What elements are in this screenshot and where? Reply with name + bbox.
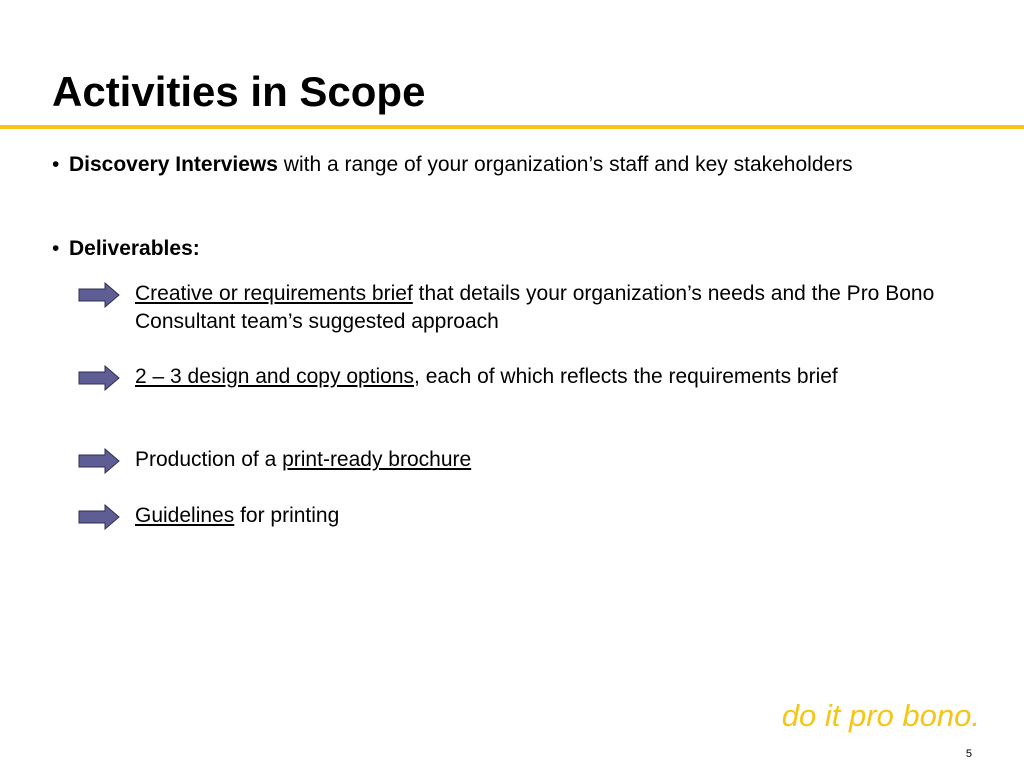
deliverable-prefix-text: Production of a	[135, 448, 283, 471]
deliverable-underlined-text: print-ready brochure	[282, 448, 472, 471]
page-number: 5	[965, 748, 972, 760]
deliverable-creative-brief	[78, 280, 958, 336]
right-arrow-icon	[78, 504, 120, 530]
bullet-text	[69, 235, 912, 263]
deliverable-underlined-text: Guidelines	[135, 504, 235, 527]
bullet-marker: •	[52, 237, 60, 260]
deliverable-text	[135, 446, 945, 474]
bullet-bold-text: Deliverables:	[69, 237, 200, 260]
deliverable-underlined-text: Creative or requirements brief	[135, 282, 413, 305]
right-arrow-icon	[78, 282, 120, 308]
deliverable-rest-text: for printing	[234, 504, 340, 527]
deliverable-design-options	[78, 363, 958, 391]
deliverable-print-ready-brochure	[78, 446, 958, 474]
right-arrow-icon	[78, 448, 120, 474]
bullet-rest-text: with a range of your organization’s staff and key stakeholders	[277, 153, 853, 176]
slide-title: Activities in Scope	[52, 68, 426, 115]
deliverable-text	[135, 280, 945, 336]
bullet-marker: •	[52, 153, 60, 176]
deliverable-underlined-text: 2 – 3 design and copy options	[135, 365, 415, 388]
bullet-text	[69, 151, 912, 179]
deliverable-rest-text: , each of which reflects the requirements brief	[414, 365, 838, 388]
right-arrow-icon	[78, 365, 120, 391]
deliverable-text	[135, 502, 945, 530]
bullet-deliverables	[52, 235, 912, 263]
deliverable-guidelines	[78, 502, 958, 530]
bullet-bold-text: Discovery Interviews	[69, 153, 278, 176]
deliverable-text	[135, 363, 945, 391]
bullet-discovery-interviews	[52, 151, 912, 179]
deliverable-rest-text: that details your organization’s needs and the Pro Bono Consultant team’s suggested approach	[135, 282, 935, 333]
title-divider	[0, 125, 1024, 129]
tagline: do it pro bono.	[781, 698, 980, 733]
